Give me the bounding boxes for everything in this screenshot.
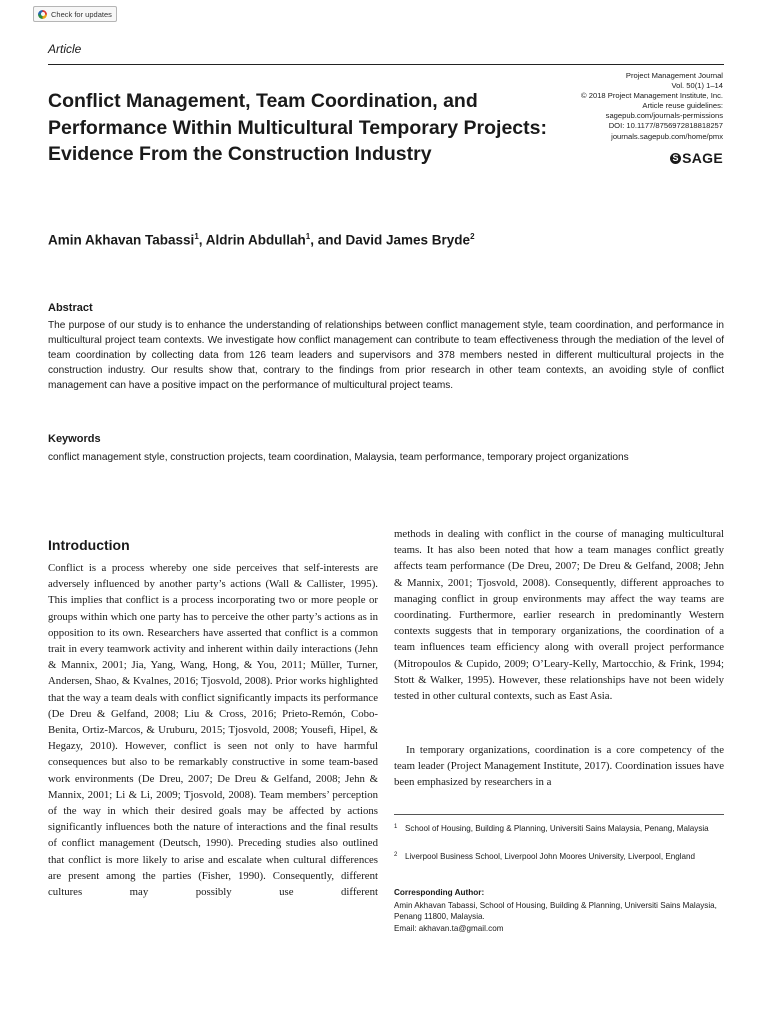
introduction-heading: Introduction xyxy=(48,537,130,553)
author-name: Amin Akhavan Tabassi xyxy=(48,232,195,248)
author-name: David James Bryde xyxy=(345,232,471,248)
keywords-heading: Keywords xyxy=(48,433,101,445)
article-type-label: Article xyxy=(48,42,82,56)
author-affiliation-mark: 1 xyxy=(305,232,311,241)
journal-copyright: © 2018 Project Management Institute, Inc. xyxy=(581,91,723,101)
journal-home-link[interactable]: journals.sagepub.com/home/pmx xyxy=(611,131,723,141)
author-list: Amin Akhavan Tabassi$^1$, Aldrin Abdullah$^1$, and David James Bryde$^2$ xyxy=(48,232,475,248)
doi[interactable]: DOI: 10.1177/8756972818818257 xyxy=(608,121,723,131)
affiliation-footnote xyxy=(394,823,724,834)
crossmark-icon xyxy=(38,10,47,19)
corresponding-author-address: Amin Akhavan Tabassi, School of Housing, Building & Planning, Universiti Sains Malaysia, Penang 11800, Malaysia. xyxy=(394,901,717,922)
affiliation-footnote xyxy=(394,851,724,862)
affiliation-text: School of Housing, Building & Planning, Universiti Sains Malaysia, Penang, Malaysia xyxy=(405,824,709,833)
check-for-updates-badge[interactable] xyxy=(33,6,117,22)
paper-title: Conflict Management, Team Coordination, and Performance Within Multicultural Temporary Projects: Evidence From the Construction Industry xyxy=(48,90,547,165)
author-name: Aldrin Abdullah xyxy=(205,232,306,248)
journal-name: Project Management Journal xyxy=(625,71,723,80)
footnote-divider xyxy=(394,814,724,815)
author-affiliation-mark: 2 xyxy=(470,232,475,241)
body-column-left: Conflict is a process whereby one side perceives that self-interests are adversely influenced by another party’s actions (Wall & Callister, 1995). This implies that conflict is a process incorporating two or more people or groups within which one party has to perceive the other party’s actions as in opposition to its own. Researchers have asserted that conflict is a common trait in every teamwork activity and inherent within daily interactions (Jehn & Mannix, 2001; Jia, Yang, Wang, Hong, & You, 2011; Müller, Turner, Andersen, Shao, & Kvalnes, 2016; Tjosvold, 2008). Prior works highlighted that the way a team deals with conflict significantly impacts its performance (De Dreu & Gelfand, 2008; Liu & Cross, 2016; Prieto-Remón, Cobo-Benita, Ortiz-Marcos, & Uruburu, 2015; Tjosvold, 2008; Yousefi, Hipel, & Hegazy, 2010). However, conflict is seen not only to have harmful consequences but also to be remarkably constructive in some team-based work environments (De Dreu, 2007; De Dreu & Gelfand, 2008; Jehn & Mannix, 2001; Li & Li, 2009; Tjosvold, 2008). Team members’ perception of the way in which their desired goals may be affected by actions significantly influences both the nature of interactions and the final results of conflict management (Deutsch, 1990). Preceding studies also outlined that conflict is more likely to arise and escalate when cultural differences are present among the parties (Fisher, 1990). Consequently, different cultures may possibly use different xyxy=(48,562,378,899)
author-affiliation-mark: 1 xyxy=(194,232,199,241)
affiliation-number: 2 xyxy=(394,852,398,858)
abstract-text: The purpose of our study is to enhance the understanding of relationships between conflict management style, team coordination, and performance in multicultural project team contexts. We investigate how conflict management can contribute to team effectiveness through the mediation of the level of team coordination by collecting data from 126 team leaders and supervisors and 378 members nested in different multicultural projects in the construction industry. Our results show that, contrary to the findings from prior research in other team contexts, an avoiding style of conflict management can have a positive impact on the performance of multicultural project teams. xyxy=(48,320,724,392)
reuse-link[interactable]: sagepub.com/journals-permissions xyxy=(605,111,723,121)
journal-volume: Vol. 50(1) 1–14 xyxy=(671,81,723,91)
header-divider xyxy=(48,64,724,65)
abstract-heading: Abstract xyxy=(48,302,93,314)
sage-logo xyxy=(670,150,723,166)
body-column-right-paragraph-2: In temporary organizations, coordination is a core competency of the team leader (Project Management Institute, 2017). Coordination issues have been emphasized by researchers in a xyxy=(394,744,724,789)
body-column-right-paragraph-1: methods in dealing with conflict in the course of managing multicultural teams. It has also been noted that how a team manages conflict greatly affects team performance (De Dreu, 2007; De Dreu & Gelfand, 2008; Jehn & Mannix, 2001; Tjosvold, 2008). Consequently, different approaches to managing conflict in group environments may affect the way teams are coordinating. Furthermore, earlier research in predominantly Western contexts suggests that in temporary organizations, the coordination of a team influences team efficiency along with overall project performance (Mitropoulos & Cupido, 2009; O’Leary-Kelly, Martocchio, & Frink, 1994; Stott & Walker, 1995). However, these relationships have not been widely tested in other cultural contexts, such as East Asia. xyxy=(394,528,724,703)
sage-s-icon: S xyxy=(670,153,681,164)
affiliation-text: Liverpool Business School, Liverpool John Moores University, Liverpool, England xyxy=(405,852,696,861)
reuse-label: Article reuse guidelines: xyxy=(642,101,723,111)
publisher-name: SAGE xyxy=(682,150,723,166)
keywords-text: conflict management style, construction projects, team coordination, Malaysia, team performance, temporary project organizations xyxy=(48,452,629,463)
corresponding-author-info xyxy=(394,900,724,934)
check-for-updates-label: Check for updates xyxy=(51,9,112,19)
journal-info xyxy=(503,71,723,142)
corresponding-author-email[interactable]: Email: akhavan.ta@gmail.com xyxy=(394,923,504,933)
corresponding-author-heading: Corresponding Author: xyxy=(394,888,485,897)
affiliation-number: 1 xyxy=(394,824,398,830)
